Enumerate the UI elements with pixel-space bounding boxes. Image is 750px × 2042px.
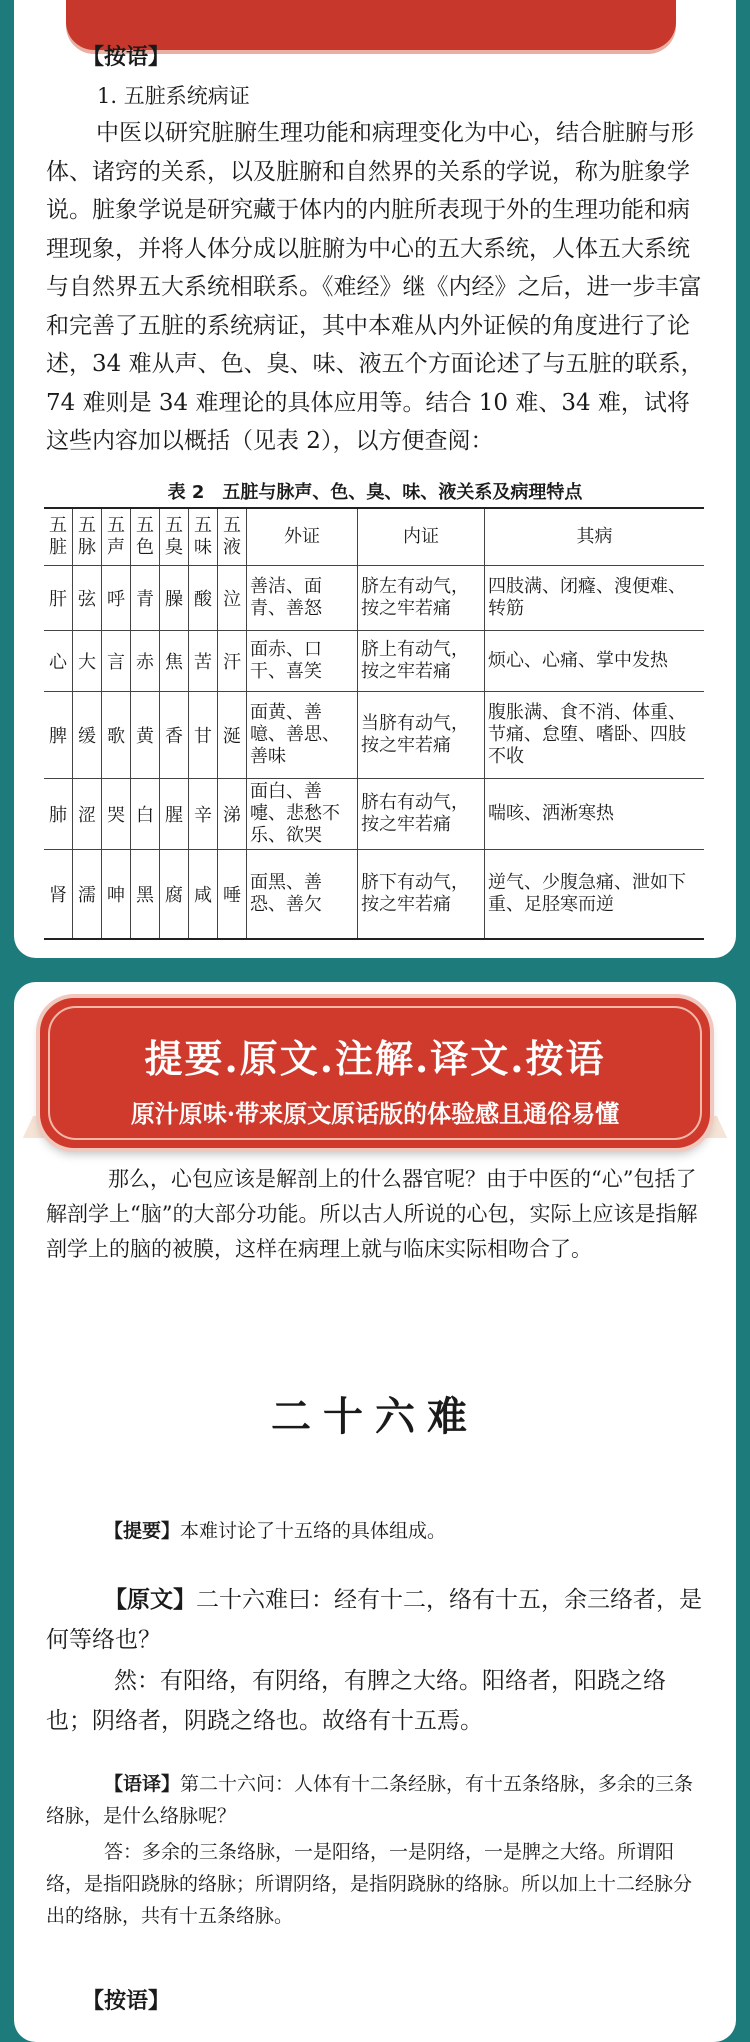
- table-cell: 臊: [160, 566, 189, 631]
- table-cell: 烦心、心痛、掌中发热: [485, 631, 705, 692]
- original-text-paragraph: [46, 1580, 706, 1660]
- table-cell: 腐: [160, 850, 189, 940]
- table-cell: 唾: [218, 850, 247, 940]
- table-cell: 呼: [102, 566, 131, 631]
- table-cell: 脐下有动气，按之牢若痛: [358, 850, 485, 940]
- table-header-row: [44, 508, 704, 566]
- table-cell: 腹胀满、食不消、体重、节痛、怠堕、嗜卧、四肢不收: [485, 692, 705, 779]
- header-cell: 其病: [485, 508, 705, 566]
- table-cell: 辛: [189, 779, 218, 850]
- table-cell: 脾: [44, 692, 73, 779]
- five-organs-table: [44, 507, 704, 940]
- summary-label: 【提要】: [104, 1520, 181, 1542]
- annotation-heading: 【按语】: [82, 44, 171, 70]
- table-cell: 言: [102, 631, 131, 692]
- header-cell: 外证: [247, 508, 358, 566]
- translation-paragraph: [46, 1768, 706, 1832]
- translation-label: 【语译】: [104, 1773, 181, 1795]
- table-cell: 青: [131, 566, 160, 631]
- table-cell: 脐左有动气，按之牢若痛: [358, 566, 485, 631]
- table-cell: 泣: [218, 566, 247, 631]
- table-cell: 涩: [73, 779, 102, 850]
- table-row: [44, 631, 704, 692]
- original-text-answer: 然：有阳络，有阴络，有脾之大络。阳络者，阳跷之络也；阴络者，阴跷之络也。故络有十五焉。: [46, 1668, 666, 1734]
- header-cell: 五脉: [73, 508, 102, 566]
- table-row: [44, 850, 704, 940]
- table-cell: 面黄、善噫、善思、善味: [247, 692, 358, 779]
- annotation-subheading: 1. 五脏系统病证: [97, 84, 250, 108]
- table-cell: 四肢满、闭癃、溲便难、转筋: [485, 566, 705, 631]
- table-cell: 黄: [131, 692, 160, 779]
- header-cell: 五声: [102, 508, 131, 566]
- header-cell: 五色: [131, 508, 160, 566]
- table-row: [44, 779, 704, 850]
- banner-title: 提要.原文.注解.译文.按语: [144, 1036, 606, 1081]
- translation-text: 第二十六问：人体有十二条经脉，有十五条络脉，多余的三条络脉，是什么络脉呢？: [46, 1773, 694, 1827]
- table-cell: 肾: [44, 850, 73, 940]
- table-cell: 缓: [73, 692, 102, 779]
- header-cell: 内证: [358, 508, 485, 566]
- table-cell: 面白、善嚏、悲愁不乐、欲哭: [247, 779, 358, 850]
- summary-paragraph: [46, 1516, 706, 1543]
- original-text-label: 【原文】: [104, 1586, 196, 1613]
- table-cell: 脐上有动气，按之牢若痛: [358, 631, 485, 692]
- table-cell: 咸: [189, 850, 218, 940]
- pericardium-paragraph: 那么，心包应该是解剖上的什么器官呢？由于中医的“心”包括了解剖学上“脑”的大部分功能。所以古人所说的心包，实际上应该是指解剖学上的脑的被膜，这样在病理上就与临床实际相吻合了。: [46, 1167, 698, 1261]
- table-cell: 肝: [44, 566, 73, 631]
- table-row: [44, 566, 704, 631]
- table-cell: 心: [44, 631, 73, 692]
- table-cell: 当脐有动气，按之牢若痛: [358, 692, 485, 779]
- table-cell: 赤: [131, 631, 160, 692]
- table-cell: 面赤、口干、喜笑: [247, 631, 358, 692]
- translation-answer: 答：多余的三条络脉，一是阳络，一是阴络，一是脾之大络。所谓阳络，是指阳跷脉的络脉；所谓阴络，是指阴跷脉的络脉。所以加上十二经脉分出的络脉，共有十五条络脉。: [46, 1841, 693, 1927]
- table-row: [44, 692, 704, 779]
- table-cell: 涎: [218, 692, 247, 779]
- table-cell: 甘: [189, 692, 218, 779]
- header-cell: 五液: [218, 508, 247, 566]
- annotation-paragraph: 中医以研究脏腑生理功能和病理变化为中心，结合脏腑与形体、诸窍的关系，以及脏腑和自然界的关系的学说，称为脏象学说。脏象学说是研究藏于体内的内脏所表现于外的生理功能和病理现象，并将人体分成以脏腑为中心的五大系统，人体五大系统与自然界五大系统相联系。《难经》继《内经》之后，进一步丰富和完善了五脏的系统病证，其中本难从内外证候的角度进行了论述，34 难从声、色、臭、味、液五个方面论述了与五脏的联系，74 难则是 34 难理论的具体应用等。结合 10 难、34 难，试将这些内容加以概括（见表 2），以方便查阅：: [46, 120, 704, 454]
- table-title: 表 2 五脏与脉声、色、臭、味、液关系及病理特点: [167, 482, 583, 503]
- table-cell: 脐右有动气，按之牢若痛: [358, 779, 485, 850]
- table-cell: 哭: [102, 779, 131, 850]
- table-cell: 白: [131, 779, 160, 850]
- banner-subtitle: 原汁原味·带来原文原话版的体验感且通俗易懂: [130, 1099, 620, 1128]
- table-cell: 逆气、少腹急痛、泄如下重、足胫寒而逆: [485, 850, 705, 940]
- table-cell: 黑: [131, 850, 160, 940]
- table-cell: 歌: [102, 692, 131, 779]
- table-cell: 酸: [189, 566, 218, 631]
- table-cell: 濡: [73, 850, 102, 940]
- table-cell: 汗: [218, 631, 247, 692]
- chapter-title: 二十六难: [271, 1394, 479, 1440]
- table-cell: 喘咳、洒淅寒热: [485, 779, 705, 850]
- header-cell: 五味: [189, 508, 218, 566]
- table-cell: 焦: [160, 631, 189, 692]
- table-cell: 大: [73, 631, 102, 692]
- table-cell: 呻: [102, 850, 131, 940]
- table-cell: 弦: [73, 566, 102, 631]
- table-cell: 面黑、善恐、善欠: [247, 850, 358, 940]
- table-cell: 香: [160, 692, 189, 779]
- annotation-heading-bottom: 【按语】: [82, 1988, 171, 2014]
- original-text: 二十六难曰：经有十二，络有十五，余三络者，是何等络也？: [46, 1587, 702, 1653]
- table-cell: 善洁、面青、善怒: [247, 566, 358, 631]
- table-cell: 涕: [218, 779, 247, 850]
- header-cell: 五臭: [160, 508, 189, 566]
- header-cell: 五脏: [44, 508, 73, 566]
- summary-text: 本难讨论了十五络的具体组成。: [180, 1520, 447, 1542]
- table-cell: 腥: [160, 779, 189, 850]
- table-cell: 苦: [189, 631, 218, 692]
- section-banner: [40, 998, 710, 1148]
- table-cell: 肺: [44, 779, 73, 850]
